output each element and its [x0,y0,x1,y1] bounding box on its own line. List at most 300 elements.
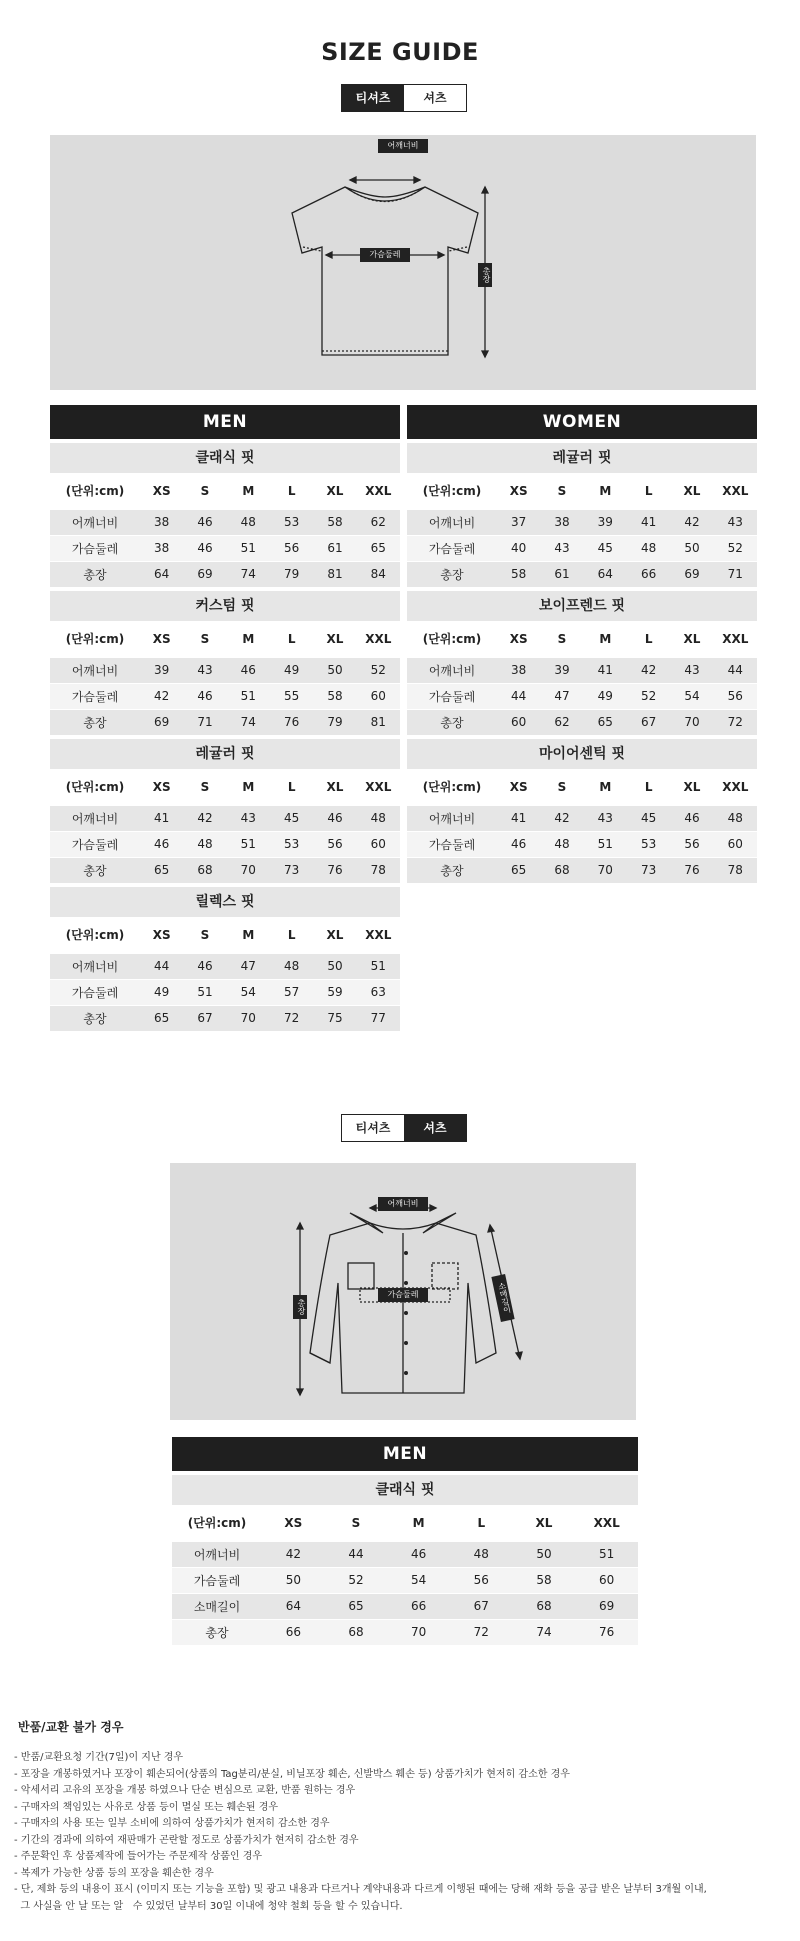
column-header: XS [140,769,183,805]
table-cell: 73 [627,857,670,883]
column-header: M [227,917,270,953]
table-cell: 65 [584,709,627,735]
men-header: MEN [50,405,400,439]
table-cell: 76 [270,709,313,735]
table-cell: 46 [497,831,540,857]
table-row [407,831,757,857]
table-cell: 39 [584,509,627,535]
table-cell: 52 [714,535,757,561]
row-label: 총장 [50,1005,140,1031]
table-cell: 38 [140,509,183,535]
column-header: M [387,1505,450,1541]
column-header: L [450,1505,513,1541]
size-table [407,621,757,735]
row-label: 소매길이 [172,1593,262,1619]
table-cell: 42 [627,657,670,683]
table-cell: 69 [183,561,226,587]
table-cell: 74 [227,709,270,735]
tshirt-diagram [50,135,756,390]
table-cell: 67 [450,1593,513,1619]
row-label: 가슴둘레 [407,683,497,709]
table-cell: 50 [670,535,713,561]
column-header: XXL [357,917,400,953]
column-header: XL [313,473,356,509]
table-cell: 49 [140,979,183,1005]
column-header: XXL [714,769,757,805]
row-label: 어깨너비 [407,509,497,535]
column-header: XL [670,473,713,509]
tab-shirt[interactable]: 셔츠 [404,1115,466,1141]
table-cell: 60 [575,1567,638,1593]
table-cell: 66 [387,1593,450,1619]
table-cell: 43 [227,805,270,831]
table-row [172,1593,638,1619]
column-header: XXL [357,621,400,657]
table-cell: 66 [627,561,670,587]
size-table [50,769,400,883]
table-cell: 47 [540,683,583,709]
table-cell: 43 [540,535,583,561]
table-cell: 51 [584,831,627,857]
fit-block [50,887,400,1031]
table-cell: 46 [183,683,226,709]
notice-item: - 단, 제화 등의 내용이 표시 (이미지 또는 기능을 포함) 및 광고 내용과 다르거나 계약내용과 다르게 이행된 때에는 당해 재화 등을 공급 받은 날부터 3개월 이내, [14,1884,707,1895]
table-cell: 51 [183,979,226,1005]
column-header: (단위:cm) [407,621,497,657]
table-cell: 53 [270,831,313,857]
table-row [50,509,400,535]
notice-title: 반품/교환 불가 경우 [18,1720,124,1734]
table-cell: 48 [450,1541,513,1567]
notice-list [14,1750,794,1915]
table-cell: 56 [313,831,356,857]
table-row [172,1567,638,1593]
tab-tshirt[interactable]: 티셔츠 [342,1115,404,1141]
table-cell: 39 [140,657,183,683]
column-header: L [270,473,313,509]
table-cell: 60 [357,683,400,709]
table-cell: 68 [325,1619,388,1645]
fit-block [50,443,400,587]
table-cell: 46 [140,831,183,857]
notice-item: - 반품/교환요청 기간(7일)이 지난 경우 [14,1752,184,1763]
table-row [50,979,400,1005]
table-cell: 50 [313,657,356,683]
women-size-table [407,405,757,883]
tabs-top [341,84,467,112]
table-cell: 72 [270,1005,313,1031]
table-cell: 51 [357,953,400,979]
table-cell: 64 [584,561,627,587]
table-row [50,953,400,979]
women-header: WOMEN [407,405,757,439]
table-cell: 42 [262,1541,325,1567]
table-cell: 58 [313,509,356,535]
table-cell: 79 [313,709,356,735]
column-header: XL [513,1505,576,1541]
table-cell: 46 [313,805,356,831]
table-row [407,709,757,735]
tabs-bottom [341,1114,467,1142]
table-cell: 84 [357,561,400,587]
column-header: (단위:cm) [50,473,140,509]
table-cell: 44 [140,953,183,979]
row-label: 총장 [50,857,140,883]
table-cell: 44 [714,657,757,683]
column-header: XL [313,769,356,805]
row-label: 가슴둘레 [50,831,140,857]
table-cell: 57 [270,979,313,1005]
table-cell: 42 [140,683,183,709]
table-cell: 65 [357,535,400,561]
label-chest: 가슴둘레 [378,1288,428,1302]
table-cell: 54 [670,683,713,709]
column-header: S [183,917,226,953]
fit-name: 릴렉스 핏 [50,887,400,917]
table-cell: 50 [262,1567,325,1593]
table-cell: 48 [183,831,226,857]
table-cell: 41 [627,509,670,535]
table-row [172,1541,638,1567]
page-title: SIZE GUIDE [321,38,479,66]
table-cell: 62 [540,709,583,735]
table-cell: 51 [227,683,270,709]
table-cell: 51 [227,535,270,561]
table-cell: 41 [497,805,540,831]
table-cell: 58 [513,1567,576,1593]
table-cell: 51 [227,831,270,857]
table-cell: 50 [313,953,356,979]
table-cell: 68 [540,857,583,883]
fit-name: 커스텀 핏 [50,591,400,621]
table-cell: 52 [627,683,670,709]
table-cell: 38 [540,509,583,535]
table-cell: 67 [627,709,670,735]
table-cell: 76 [670,857,713,883]
column-header: L [627,769,670,805]
row-label: 어깨너비 [407,805,497,831]
fit-block [407,443,757,587]
table-row [407,657,757,683]
size-table [50,473,400,587]
fit-name: 클래식 핏 [50,443,400,473]
column-header: S [540,473,583,509]
table-cell: 70 [227,1005,270,1031]
row-label: 총장 [50,561,140,587]
table-cell: 58 [313,683,356,709]
table-row [50,709,400,735]
table-cell: 52 [325,1567,388,1593]
column-header: L [270,769,313,805]
table-cell: 76 [313,857,356,883]
column-header: XS [497,769,540,805]
fit-block [407,739,757,883]
row-label: 가슴둘레 [50,979,140,1005]
size-table [407,473,757,587]
table-cell: 77 [357,1005,400,1031]
table-cell: 56 [670,831,713,857]
table-cell: 42 [540,805,583,831]
table-cell: 70 [387,1619,450,1645]
label-shoulder: 어깨너비 [378,1197,428,1211]
fit-name: 마이어센틱 핏 [407,739,757,769]
table-row [50,1005,400,1031]
table-cell: 42 [670,509,713,535]
table-cell: 65 [140,857,183,883]
column-header: XL [670,769,713,805]
table-cell: 71 [714,561,757,587]
column-header: (단위:cm) [172,1505,262,1541]
table-row [407,805,757,831]
table-cell: 48 [627,535,670,561]
row-label: 어깨너비 [50,657,140,683]
table-cell: 48 [357,805,400,831]
table-cell: 63 [357,979,400,1005]
table-cell: 48 [540,831,583,857]
column-header: XS [140,473,183,509]
column-header: S [540,769,583,805]
table-row [50,831,400,857]
table-cell: 61 [313,535,356,561]
column-header: (단위:cm) [50,769,140,805]
table-row [50,561,400,587]
table-cell: 46 [183,953,226,979]
column-header: XXL [714,473,757,509]
shirt-men-header: MEN [172,1437,638,1471]
column-header: XS [497,621,540,657]
table-cell: 56 [450,1567,513,1593]
column-header: M [584,769,627,805]
table-cell: 43 [714,509,757,535]
row-label: 가슴둘레 [50,535,140,561]
table-cell: 74 [513,1619,576,1645]
label-chest: 가슴둘레 [360,248,410,262]
notice-item: - 기간의 경과에 의하여 재판매가 곤란할 정도로 상품가치가 현저히 감소한 경우 [14,1834,359,1846]
table-cell: 48 [714,805,757,831]
notice-item: - 구매자의 사용 또는 일부 소비에 의하여 상품가치가 현저히 감소한 경우 [14,1818,330,1829]
table-cell: 60 [497,709,540,735]
table-cell: 43 [670,657,713,683]
table-cell: 69 [140,709,183,735]
table-row [407,683,757,709]
men-size-table [50,405,400,1031]
notice-item: - 구매자의 책임있는 사유로 상품 등이 멸실 또는 훼손된 경우 [14,1801,279,1813]
tab-shirt[interactable]: 셔츠 [404,85,466,111]
table-cell: 38 [140,535,183,561]
notice-item: - 주문확인 후 상품제작에 들어가는 주문제작 상품인 경우 [14,1851,263,1862]
table-cell: 54 [227,979,270,1005]
row-label: 총장 [50,709,140,735]
table-cell: 75 [313,1005,356,1031]
column-header: XXL [714,621,757,657]
fit-block [50,591,400,735]
size-table [50,917,400,1031]
table-cell: 67 [183,1005,226,1031]
column-header: XS [262,1505,325,1541]
column-header: S [540,621,583,657]
table-cell: 68 [513,1593,576,1619]
fit-block [407,591,757,735]
table-cell: 60 [714,831,757,857]
table-cell: 78 [714,857,757,883]
table-cell: 62 [357,509,400,535]
column-header: S [183,769,226,805]
row-label: 어깨너비 [172,1541,262,1567]
row-label: 어깨너비 [407,657,497,683]
table-cell: 79 [270,561,313,587]
column-header: XXL [357,769,400,805]
table-cell: 69 [575,1593,638,1619]
column-header: S [183,621,226,657]
table-cell: 46 [227,657,270,683]
table-cell: 60 [357,831,400,857]
table-cell: 44 [325,1541,388,1567]
table-cell: 81 [313,561,356,587]
table-cell: 41 [584,657,627,683]
column-header: (단위:cm) [407,473,497,509]
table-cell: 44 [497,683,540,709]
table-cell: 51 [575,1541,638,1567]
table-cell: 54 [387,1567,450,1593]
table-cell: 50 [513,1541,576,1567]
table-cell: 49 [270,657,313,683]
column-header: XL [670,621,713,657]
table-cell: 71 [183,709,226,735]
table-row [50,805,400,831]
table-row [407,857,757,883]
table-cell: 73 [270,857,313,883]
fit-name: 레귤러 핏 [50,739,400,769]
table-cell: 69 [670,561,713,587]
table-cell: 81 [357,709,400,735]
table-cell: 55 [270,683,313,709]
tshirt-illustration [50,135,756,390]
table-cell: 42 [183,805,226,831]
tab-tshirt[interactable]: 티셔츠 [342,85,404,111]
table-cell: 39 [540,657,583,683]
table-row [407,535,757,561]
table-row [407,561,757,587]
table-cell: 56 [714,683,757,709]
fit-name: 보이프렌드 핏 [407,591,757,621]
table-cell: 45 [627,805,670,831]
table-row [50,535,400,561]
table-cell: 70 [584,857,627,883]
table-cell: 56 [270,535,313,561]
table-cell: 59 [313,979,356,1005]
table-cell: 65 [140,1005,183,1031]
table-row [50,657,400,683]
table-row [172,1619,638,1645]
label-shoulder: 어깨너비 [378,139,428,153]
table-cell: 70 [227,857,270,883]
table-cell: 40 [497,535,540,561]
row-label: 총장 [407,857,497,883]
column-header: M [227,473,270,509]
table-cell: 61 [540,561,583,587]
column-header: (단위:cm) [407,769,497,805]
notice-item: - 복제가 가능한 상품 등의 포장을 훼손한 경우 [14,1867,214,1879]
table-cell: 64 [262,1593,325,1619]
column-header: M [227,621,270,657]
table-cell: 53 [270,509,313,535]
table-cell: 66 [262,1619,325,1645]
column-header: L [270,621,313,657]
table-cell: 53 [627,831,670,857]
column-header: S [325,1505,388,1541]
column-header: XS [140,917,183,953]
column-header: S [183,473,226,509]
table-cell: 47 [227,953,270,979]
table-cell: 46 [387,1541,450,1567]
fit-block [172,1475,638,1645]
shirt-diagram [170,1163,636,1420]
column-header: (단위:cm) [50,621,140,657]
table-row [50,683,400,709]
notice-item: 그 사실을 안 날 또는 알 수 있었던 날부터 30일 이내에 청약 철회 등을 할 수 있습니다. [14,1900,403,1912]
table-cell: 48 [227,509,270,535]
table-cell: 37 [497,509,540,535]
row-label: 어깨너비 [50,953,140,979]
column-header: XL [313,621,356,657]
table-cell: 46 [183,509,226,535]
notice-item: - 포장을 개봉하였거나 포장이 훼손되어(상품의 Tag분리/분실, 비닐포장 훼손, 신발박스 훼손 등) 상품가치가 현저히 감소한 경우 [14,1768,570,1780]
table-cell: 74 [227,561,270,587]
row-label: 총장 [407,561,497,587]
row-label: 가슴둘레 [407,535,497,561]
table-cell: 72 [450,1619,513,1645]
column-header: L [627,621,670,657]
size-table [50,621,400,735]
table-cell: 43 [584,805,627,831]
column-header: XL [313,917,356,953]
table-cell: 72 [714,709,757,735]
column-header: M [227,769,270,805]
table-cell: 38 [497,657,540,683]
column-header: (단위:cm) [50,917,140,953]
table-cell: 46 [670,805,713,831]
size-table [172,1505,638,1645]
table-cell: 49 [584,683,627,709]
table-row [50,857,400,883]
notice-item: - 악세서리 고유의 포장을 개봉 하였으나 단순 변심으로 교환, 반품 원하는 경우 [14,1785,356,1796]
table-cell: 52 [357,657,400,683]
table-cell: 46 [183,535,226,561]
column-header: M [584,473,627,509]
table-cell: 48 [270,953,313,979]
row-label: 총장 [172,1619,262,1645]
table-cell: 65 [325,1593,388,1619]
size-table [407,769,757,883]
column-header: XS [140,621,183,657]
table-cell: 76 [575,1619,638,1645]
column-header: XXL [357,473,400,509]
fit-name: 레귤러 핏 [407,443,757,473]
row-label: 어깨너비 [50,509,140,535]
table-cell: 45 [584,535,627,561]
fit-name: 클래식 핏 [172,1475,638,1505]
column-header: XS [497,473,540,509]
fit-block [50,739,400,883]
column-header: M [584,621,627,657]
column-header: XXL [575,1505,638,1541]
column-header: L [627,473,670,509]
row-label: 가슴둘레 [407,831,497,857]
row-label: 가슴둘레 [172,1567,262,1593]
table-cell: 41 [140,805,183,831]
label-length: 총장 [293,1295,307,1319]
table-cell: 58 [497,561,540,587]
